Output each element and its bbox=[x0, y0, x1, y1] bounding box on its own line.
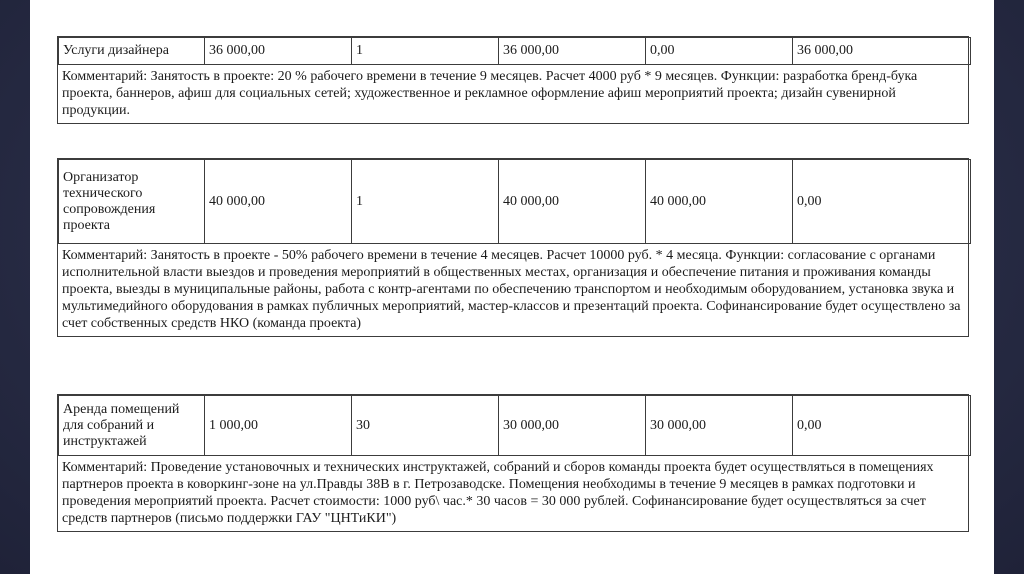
table-row bbox=[59, 396, 971, 456]
budget-item-technical-organizer bbox=[57, 158, 969, 337]
requested-amount: 0,00 bbox=[793, 160, 971, 244]
quantity: 1 bbox=[352, 38, 499, 65]
unit-cost: 40 000,00 bbox=[205, 160, 352, 244]
budget-row-table bbox=[58, 159, 971, 244]
cofinancing: 0,00 bbox=[646, 38, 793, 65]
quantity: 30 bbox=[352, 396, 499, 456]
item-comment: Комментарий: Занятость в проекте: 20 % рабочего времени в течение 9 месяцев. Расчет 4000 руб * 9 месяцев. Функции: разработка бренд-бука проекта, баннеров, афиш для социальных сетей; художественное и рекламное оформление афиш мероприятий проекта; дизайн сувенирной продукции. bbox=[62, 69, 918, 118]
table-row bbox=[59, 160, 971, 244]
item-comment: Комментарий: Проведение установочных и технических инструктажей, собраний и сборов команды проекта будет осуществляться в помещениях партнеров проекта в коворкинг-зоне на ул.Правды 38В в г. Петрозаводске. Помещения необходимы в течение 9 месяцев в рамках подготовки и проведения мероприятий проекта. Расчет стоимости: 1000 руб\ час.* 30 часов = 30 000 рублей. Софинансирование будет осуществляться за счет средств партнеров (письмо поддержки ГАУ "ЦНТиКИ") bbox=[62, 460, 934, 526]
document-slide bbox=[30, 0, 994, 574]
item-name: Услуги дизайнера bbox=[59, 38, 205, 65]
cofinancing: 40 000,00 bbox=[646, 160, 793, 244]
budget-row-table bbox=[58, 395, 971, 456]
cofinancing: 30 000,00 bbox=[646, 396, 793, 456]
total-cost: 30 000,00 bbox=[499, 396, 646, 456]
table-row bbox=[59, 38, 971, 65]
quantity: 1 bbox=[352, 160, 499, 244]
requested-amount: 36 000,00 bbox=[793, 38, 971, 65]
budget-row-table bbox=[58, 37, 971, 65]
unit-cost: 1 000,00 bbox=[205, 396, 352, 456]
budget-item-designer bbox=[57, 36, 969, 124]
budget-item-premises-rent bbox=[57, 394, 969, 532]
total-cost: 36 000,00 bbox=[499, 38, 646, 65]
item-name: Аренда помещений для собраний и инструктажей bbox=[59, 396, 205, 456]
unit-cost: 36 000,00 bbox=[205, 38, 352, 65]
total-cost: 40 000,00 bbox=[499, 160, 646, 244]
item-name: Организатор технического сопровождения проекта bbox=[59, 160, 205, 244]
requested-amount: 0,00 bbox=[793, 396, 971, 456]
item-comment: Комментарий: Занятость в проекте - 50% рабочего времени в течение 4 месяцев. Расчет 10000 руб. * 4 месяца. Функции: согласование с органами исполнительной власти выездов и проведения мероприятий в общественных местах, организация и обеспечение питания и проживания команды проекта, выезды в муниципальные районы, работа с контр-агентами по обеспечению транспортом и необходимым оборудованием, установка звука и мультимедийного оборудования в рамках публичных мероприятий, мастер-классов и презентаций проекта. Софинансирование будет осуществлено за счет собственных средств НКО (команда проекта) bbox=[62, 248, 961, 331]
